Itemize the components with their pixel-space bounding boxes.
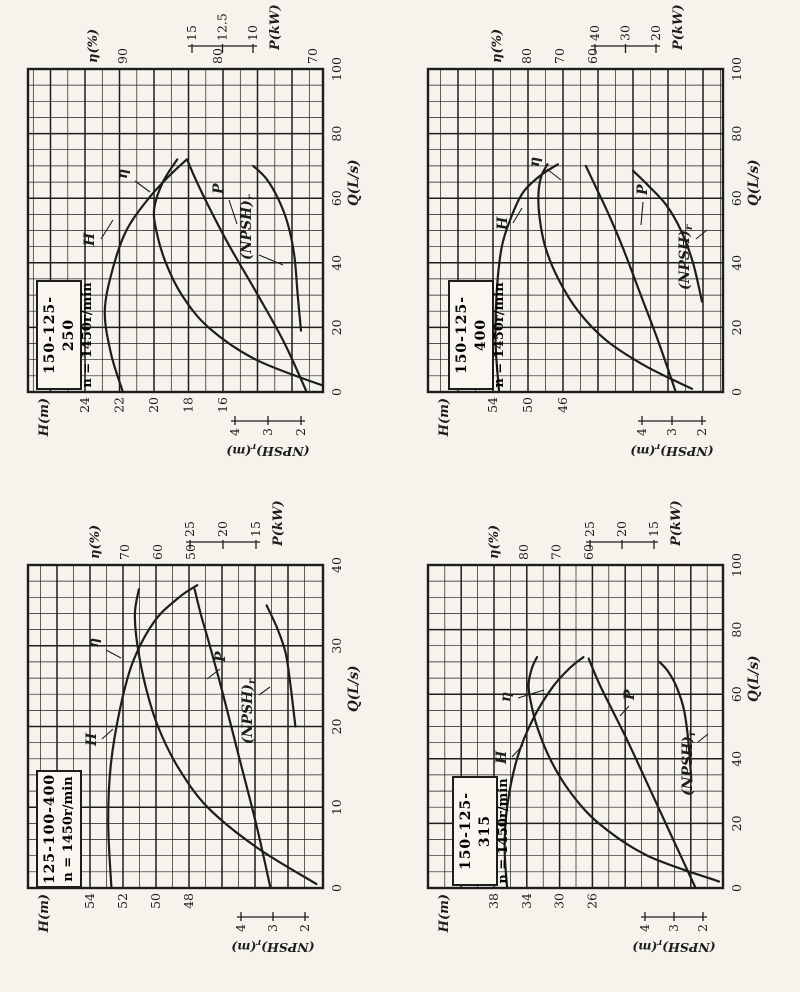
q-tick-label: 0 [329, 388, 344, 396]
curve-label-leader [135, 181, 150, 192]
chart-rotated-container [0, 496, 400, 992]
npsh-tick-label: 2 [694, 428, 709, 436]
curve-H [105, 159, 187, 392]
curve-label-P: P [213, 651, 229, 662]
q-tick-label: 0 [729, 388, 744, 396]
curve-label-eta: η [498, 691, 514, 702]
eta-tick-label: 70 [117, 544, 132, 560]
curve-H [505, 657, 584, 888]
curve-label-leader [547, 169, 561, 180]
pump-speed-label: n = 1450r/min [61, 776, 76, 882]
q-tick-label: 20 [729, 815, 744, 832]
curve-label-P: P [635, 184, 651, 195]
curve-label-H: H [495, 216, 511, 230]
npsh-axis-title: $(NPSH)_r(m)$ [630, 441, 714, 459]
h-axis-title: H(m) [37, 894, 52, 933]
p-tick-label: 20 [215, 521, 230, 537]
curve-label-leader [698, 734, 708, 742]
pump-model-label: 125-100-400 [42, 773, 58, 885]
q-axis-title: Q(L/s) [746, 655, 762, 702]
h-tick-label: 16 [215, 397, 230, 413]
pump-title-box [36, 770, 82, 888]
curve-H [108, 585, 197, 888]
eta-tick-label: 90 [115, 48, 130, 64]
eta-tick-label: 70 [305, 48, 320, 64]
p-tick-label: 20 [648, 25, 663, 41]
p-tick-label: 20 [614, 521, 629, 537]
curve-NPSH [267, 605, 296, 726]
pump-chart-canvas [0, 0, 400, 496]
pump-chart-150-125-400 [400, 0, 800, 496]
npsh-tick-label: 2 [695, 924, 710, 932]
npsh-tick-label: 3 [664, 428, 679, 436]
curve-label-leader [102, 729, 113, 739]
curve-label-leader [106, 650, 121, 658]
q-tick-label: 60 [329, 190, 344, 207]
p-tick-label: 25 [582, 521, 597, 537]
eta-tick-label: 70 [548, 544, 564, 560]
h-tick-label: 18 [180, 397, 196, 413]
h-tick-label: 50 [520, 397, 535, 413]
eta-axis-title: η(%) [88, 524, 103, 559]
eta-tick-label: 60 [150, 544, 165, 560]
npsh-tick-label: 4 [233, 924, 248, 932]
q-tick-label: 0 [329, 884, 344, 892]
h-axis-title: H(m) [437, 398, 452, 437]
q-tick-label: 40 [329, 254, 344, 271]
q-tick-label: 80 [729, 125, 744, 142]
curve-label-eta: η [527, 156, 543, 167]
h-axis-title: H(m) [37, 398, 52, 437]
npsh-tick-label: 4 [637, 924, 652, 932]
npsh-axis-title: $(NPSH)_r(m)$ [231, 937, 315, 955]
q-axis-title: Q(L/s) [746, 159, 762, 206]
q-tick-label: 80 [329, 125, 344, 142]
q-tick-label: 20 [729, 319, 744, 336]
eta-tick-label: 60 [581, 544, 596, 560]
q-tick-label: 40 [729, 254, 744, 271]
pump-chart-150-125-315 [400, 496, 800, 992]
curve-label-H: H [494, 750, 510, 764]
chart-rotated-container [400, 0, 800, 496]
curve-label-P: P [622, 689, 638, 700]
pump-chart-125-100-400 [0, 496, 400, 992]
chart-rotated-container [0, 0, 400, 496]
npsh-tick-label: 4 [227, 428, 242, 436]
q-tick-label: 40 [729, 750, 744, 767]
curve-label-H: H [84, 732, 100, 746]
curve-label-H: H [82, 232, 98, 246]
pump-title-box [36, 280, 95, 390]
eta-tick-label: 60 [585, 48, 600, 64]
npsh-axis-title: $(NPSH)_r(m)$ [632, 937, 716, 955]
pump-chart-canvas [400, 496, 800, 992]
eta-axis-title: η(%) [487, 524, 502, 559]
eta-tick-label: 70 [552, 48, 567, 64]
pump-chart-canvas [400, 0, 800, 496]
curve-label-NPSH: $(NPSH)_r$ [677, 224, 695, 290]
h-tick-label: 34 [518, 893, 534, 909]
p-axis-title: P(kW) [268, 4, 283, 50]
npsh-axis-title: $(NPSH)_r(m)$ [226, 441, 310, 459]
q-axis-title: Q(L/s) [346, 159, 362, 206]
curve-label-leader [229, 200, 237, 224]
q-tick-label: 80 [729, 621, 744, 638]
q-tick-label: 40 [329, 557, 344, 573]
h-axis-title: H(m) [437, 894, 452, 933]
h-tick-label: 54 [82, 893, 97, 909]
curve-NPSH [253, 166, 301, 331]
p-axis-title: P(kW) [669, 500, 684, 546]
p-axis-title: P(kW) [671, 4, 686, 50]
curve-label-NPSH: $(NPSH)_r$ [680, 730, 698, 796]
curve-P [195, 589, 271, 888]
q-tick-label: 100 [329, 57, 344, 81]
p-tick-label: 15 [184, 25, 199, 41]
q-tick-label: 60 [729, 686, 744, 703]
h-tick-label: 30 [551, 893, 567, 909]
q-tick-label: 30 [329, 637, 344, 654]
h-tick-label: 54 [485, 397, 500, 413]
curve-label-leader [696, 230, 707, 239]
curve-label-NPSH: $(NPSH)_r$ [240, 678, 258, 744]
eta-axis-title: η(%) [86, 28, 101, 63]
p-tick-label: 12.5 [214, 13, 230, 41]
curve-label-leader [641, 202, 643, 225]
curve-label-eta: η [115, 168, 131, 179]
pump-model-label: 150-125-400 [454, 295, 489, 375]
eta-axis-title: η(%) [490, 28, 505, 63]
h-tick-label: 46 [555, 397, 570, 413]
pump-chart-canvas [0, 496, 400, 992]
curve-label-eta: η [86, 637, 102, 648]
eta-tick-label: 50 [183, 544, 198, 560]
chart-rotated-container [400, 496, 800, 992]
q-tick-label: 100 [729, 57, 744, 81]
q-tick-label: 10 [329, 799, 344, 816]
h-tick-label: 22 [111, 397, 127, 413]
npsh-tick-label: 3 [666, 924, 681, 932]
q-tick-label: 20 [329, 319, 344, 336]
p-tick-label: 25 [182, 521, 197, 537]
p-tick-label: 10 [245, 25, 260, 41]
h-tick-label: 48 [181, 893, 196, 909]
p-tick-label: 40 [587, 25, 602, 41]
pump-model-label: 150-125-250 [42, 295, 77, 375]
curve-label-leader [259, 687, 270, 695]
pump-speed-label: n = 1450r/min [492, 282, 507, 388]
pump-model-label: 150-125-315 [458, 791, 493, 871]
q-tick-label: 0 [729, 884, 744, 892]
h-tick-label: 50 [148, 893, 163, 909]
q-tick-label: 100 [729, 553, 744, 577]
npsh-tick-label: 2 [293, 428, 308, 436]
eta-tick-label: 80 [210, 48, 225, 64]
pump-title-box [452, 776, 511, 886]
npsh-tick-label: 4 [634, 428, 649, 436]
pump-chart-150-125-250 [0, 0, 400, 496]
h-tick-label: 20 [146, 397, 161, 413]
npsh-tick-label: 2 [297, 924, 312, 932]
curve-label-NPSH: $(NPSH)_r$ [239, 194, 257, 260]
q-axis-title: Q(L/s) [346, 665, 362, 712]
npsh-tick-label: 3 [265, 924, 280, 932]
q-tick-label: 20 [329, 718, 344, 735]
h-tick-label: 52 [115, 893, 130, 909]
h-tick-label: 24 [77, 397, 92, 413]
p-tick-label: 15 [248, 521, 263, 537]
h-tick-label: 38 [486, 893, 501, 909]
eta-tick-label: 80 [519, 48, 534, 64]
curve-eta [154, 159, 323, 385]
pump-speed-label: n = 1450r/min [496, 778, 511, 884]
eta-tick-label: 80 [516, 544, 531, 560]
npsh-tick-label: 3 [260, 428, 275, 436]
pump-speed-label: n = 1450r/min [80, 282, 95, 388]
h-tick-label: 26 [584, 893, 600, 909]
pump-title-box [448, 280, 507, 390]
q-tick-label: 60 [729, 190, 744, 207]
curve-label-leader [101, 220, 113, 239]
p-tick-label: 30 [617, 25, 633, 41]
p-axis-title: P(kW) [271, 500, 286, 546]
curve-label-P: P [211, 183, 227, 194]
p-tick-label: 15 [646, 521, 661, 537]
